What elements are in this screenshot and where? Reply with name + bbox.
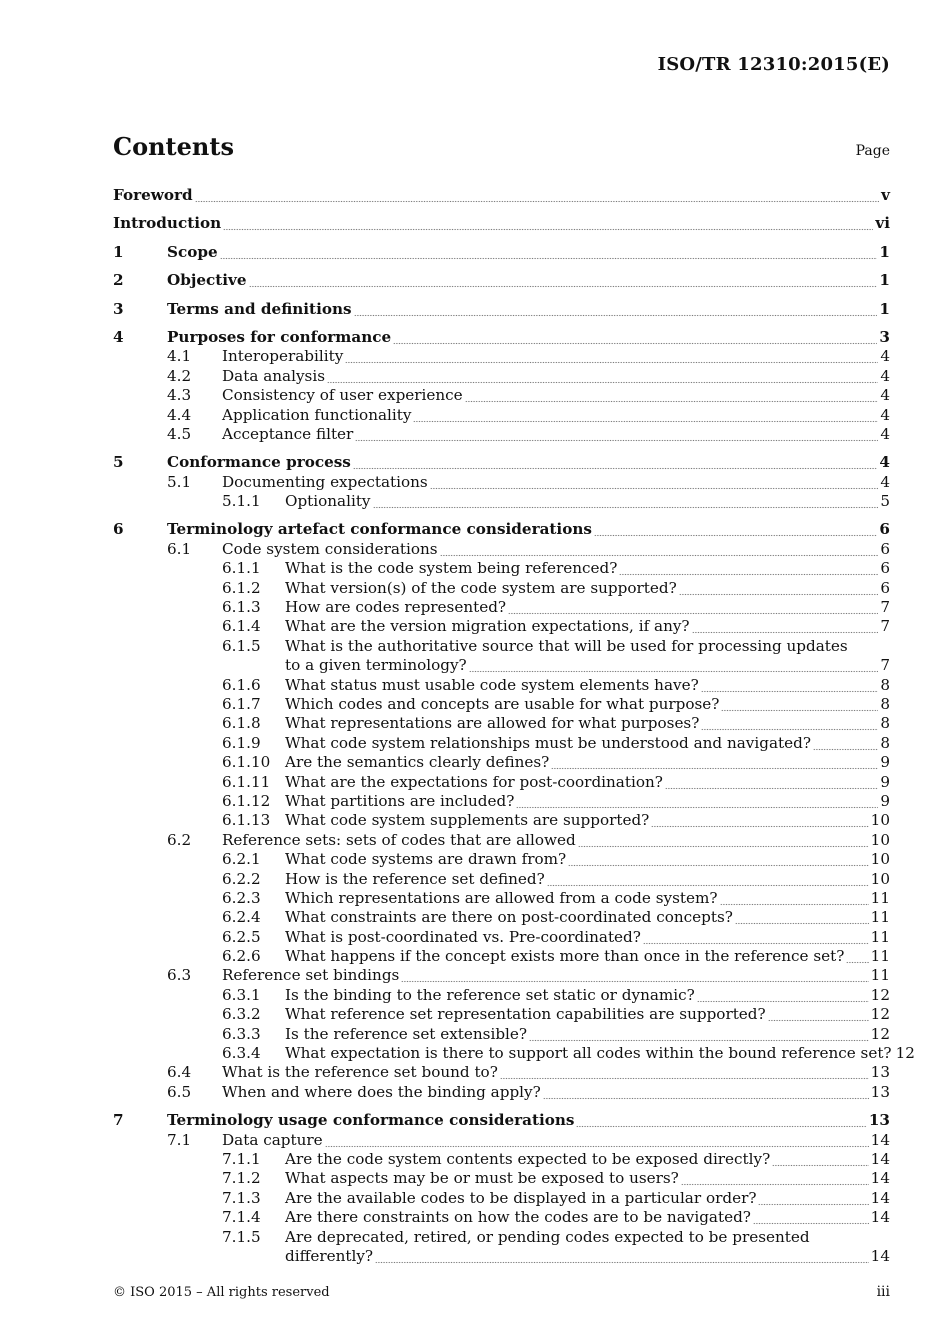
toc-entry-page: 12 — [870, 1024, 890, 1043]
toc-entry-continuation[interactable] — [113, 1247, 890, 1266]
dot-leader — [353, 453, 878, 472]
toc-entry-page: 9 — [880, 791, 890, 810]
dot-leader — [758, 1189, 868, 1208]
toc-entry-page: 10 — [870, 830, 890, 849]
toc-entry[interactable] — [113, 328, 890, 347]
toc-entry-title: Interoperability — [222, 347, 344, 366]
toc-entry[interactable] — [113, 559, 890, 578]
toc-entry-page: 6 — [880, 539, 890, 558]
toc-entry-number: 4.5 — [167, 424, 192, 443]
toc-entry[interactable] — [113, 520, 890, 539]
dot-leader — [325, 1131, 869, 1150]
dot-leader — [768, 1005, 869, 1024]
toc-entry-title: What constraints are there on post-coordinated concepts? — [285, 908, 733, 927]
toc-entry-number: 6.1.2 — [222, 578, 261, 597]
toc-entry[interactable] — [113, 243, 890, 262]
toc-entry-title: Are the code system contents expected to be exposed directly? — [285, 1149, 771, 1168]
dot-leader — [220, 243, 878, 262]
toc-entry-page: 1 — [879, 271, 890, 290]
dot-leader — [547, 870, 869, 889]
dot-leader — [679, 579, 879, 598]
toc-entry-page: vi — [875, 214, 890, 233]
toc-entry[interactable] — [113, 831, 890, 850]
toc-entry[interactable] — [113, 714, 890, 733]
toc-entry[interactable] — [113, 1131, 890, 1150]
toc-entry-number: 2 — [113, 271, 124, 290]
toc-entry-page: 7 — [880, 656, 890, 675]
toc-entry-title: differently? — [285, 1246, 374, 1265]
toc-entry-number: 6.3.2 — [222, 1005, 261, 1024]
toc-entry-title: What status must usable code system elements have? — [285, 675, 699, 694]
toc-entry[interactable] — [113, 617, 890, 636]
toc-entry[interactable] — [113, 1005, 890, 1024]
toc-entry-page: 13 — [870, 1063, 890, 1082]
toc-entry-title: Which codes and concepts are usable for what purpose? — [285, 694, 720, 713]
toc-entry-number: 6.5 — [167, 1082, 192, 1101]
toc-entry-page: 11 — [870, 966, 890, 985]
toc-entry-number: 6.2.5 — [222, 927, 261, 946]
copyright-notice: © ISO 2015 – All rights reserved — [113, 1285, 330, 1300]
toc-entry-number: 6.3.1 — [222, 985, 261, 1004]
toc-entry-number: 6.1.10 — [222, 753, 271, 772]
toc-entry[interactable] — [113, 386, 890, 405]
toc-entry-number: 6.1.12 — [222, 791, 271, 810]
toc-entry[interactable] — [113, 773, 890, 792]
toc-entry[interactable] — [113, 753, 890, 772]
toc-entry-page: 9 — [880, 753, 890, 772]
toc-entry-page: 8 — [880, 714, 890, 733]
dot-leader — [354, 300, 878, 319]
toc-entry-title: What is post-coordinated vs. Pre-coordinated? — [285, 927, 641, 946]
dot-leader — [721, 695, 878, 714]
dot-leader — [413, 406, 878, 425]
toc-entry-page: 12 — [870, 1005, 890, 1024]
dot-leader — [465, 386, 879, 405]
dot-leader — [651, 811, 868, 830]
dot-leader — [576, 1111, 866, 1130]
toc-entry-title: Data analysis — [222, 366, 325, 385]
toc-entry-title: Reference sets: sets of codes that are allowed — [222, 830, 576, 849]
toc-entry-page: 10 — [870, 811, 890, 830]
dot-leader — [846, 947, 868, 966]
dot-leader — [469, 656, 879, 675]
dot-leader — [508, 598, 878, 617]
toc-entry-number: 7.1.5 — [222, 1227, 261, 1246]
dot-leader — [772, 1150, 868, 1169]
toc-entry-page: 8 — [880, 675, 890, 694]
toc-entry[interactable] — [113, 986, 890, 1005]
toc-entry[interactable] — [113, 214, 890, 233]
toc-entry-title: What are the expectations for post-coordination? — [285, 772, 663, 791]
toc-entry-number: 6.1.13 — [222, 811, 271, 830]
toc-entry-title: Are there constraints on how the codes are to be navigated? — [285, 1208, 751, 1227]
toc-entry-title: When and where does the binding apply? — [222, 1082, 541, 1101]
dot-leader — [440, 540, 879, 559]
toc-entry-page: 8 — [880, 733, 890, 752]
toc-entry-title: Code system considerations — [222, 539, 438, 558]
toc-entry-page: 4 — [880, 472, 890, 491]
dot-leader — [753, 1208, 869, 1227]
document-code: ISO/TR 12310:2015(E) — [657, 54, 890, 75]
toc-entry-title: Purposes for conformance — [167, 327, 392, 346]
dot-leader — [568, 850, 868, 869]
toc-entry-number: 6.1.1 — [222, 559, 261, 578]
toc-entry-page: 6 — [879, 520, 890, 539]
toc-entry-title: Introduction — [113, 214, 222, 233]
toc-entry-page: 11 — [870, 927, 890, 946]
dot-leader — [345, 347, 878, 366]
toc-entry[interactable] — [113, 186, 890, 205]
toc-entry-title: Acceptance filter — [222, 424, 354, 443]
toc-entry-number: 6.1.5 — [222, 636, 261, 655]
toc-entry-title: What happens if the concept exists more than once in the reference set? — [285, 947, 845, 966]
dot-leader — [327, 367, 878, 386]
toc-entry[interactable] — [113, 347, 890, 366]
toc-entry-page: 14 — [870, 1208, 890, 1227]
dot-leader — [665, 773, 878, 792]
page-title: Contents — [113, 132, 234, 161]
toc-entry[interactable] — [113, 367, 890, 386]
toc-entry-title: What code systems are drawn from? — [285, 850, 567, 869]
toc-entry-number: 5.1.1 — [222, 492, 261, 511]
toc-entry[interactable] — [113, 928, 890, 947]
dot-leader — [697, 986, 869, 1005]
toc-entry-number: 6.1 — [167, 539, 192, 558]
toc-entry-page: 4 — [880, 386, 890, 405]
toc-entry-title: What code system relationships must be understood and navigated? — [285, 733, 811, 752]
toc-entry-page: 11 — [870, 908, 890, 927]
dot-leader — [692, 617, 879, 636]
toc-entry-page: 4 — [880, 366, 890, 385]
dot-leader — [373, 492, 879, 511]
toc-entry-number: 6.3 — [167, 966, 192, 985]
toc-entry-page: 4 — [879, 453, 890, 472]
toc-entry-title: Data capture — [222, 1130, 323, 1149]
toc-entry[interactable] — [113, 540, 890, 559]
page-number: iii — [876, 1284, 890, 1300]
toc-entry[interactable] — [113, 1169, 890, 1188]
toc-entry-title: Are the semantics clearly defines? — [285, 753, 550, 772]
toc-entry-page: 12 — [895, 1044, 915, 1063]
toc-entry-title: Objective — [167, 271, 247, 290]
toc-entry[interactable] — [113, 425, 890, 444]
dot-leader — [401, 966, 868, 985]
dot-leader — [249, 271, 878, 290]
dot-leader — [619, 559, 878, 578]
toc-entry-number: 5 — [113, 453, 124, 472]
dot-leader — [393, 328, 877, 347]
toc-entry-number: 6 — [113, 520, 124, 539]
toc-entry[interactable] — [113, 889, 890, 908]
toc-entry[interactable] — [113, 1025, 890, 1044]
dot-leader — [223, 214, 873, 233]
toc-entry-title: Are the available codes to be displayed in a particular order? — [285, 1188, 757, 1207]
toc-entry-number: 6.2.3 — [222, 888, 261, 907]
toc-entry[interactable] — [113, 453, 890, 472]
dot-leader — [681, 1169, 869, 1188]
toc-entry-number: 6.1.9 — [222, 733, 261, 752]
toc-entry[interactable] — [113, 473, 890, 492]
toc-entry-page: 1 — [879, 242, 890, 261]
dot-leader — [701, 714, 878, 733]
toc-entry-page: 14 — [870, 1246, 890, 1265]
toc-entry-page: 14 — [870, 1169, 890, 1188]
toc-entry-page: v — [881, 186, 890, 204]
toc-entry-title: What is the code system being referenced? — [285, 559, 618, 578]
toc-entry-number: 7.1.4 — [222, 1208, 261, 1227]
toc-entry[interactable] — [113, 908, 890, 927]
dot-leader — [594, 520, 878, 539]
toc-entry-number: 6.3.3 — [222, 1024, 261, 1043]
toc-entry-page: 13 — [868, 1111, 890, 1130]
toc-entry[interactable] — [113, 966, 890, 985]
toc-entry-title: Is the binding to the reference set static or dynamic? — [285, 985, 695, 1004]
toc-entry-title: Is the reference set extensible? — [285, 1024, 528, 1043]
toc-entry-title: Terms and definitions — [167, 299, 352, 318]
toc-entry-number: 6.1.3 — [222, 598, 261, 617]
toc-entry-page: 1 — [879, 299, 890, 318]
toc-entry-page: 14 — [870, 1130, 890, 1149]
toc-entry-page: 7 — [880, 617, 890, 636]
toc-entry-number: 4.1 — [167, 347, 192, 366]
toc-entry-title: Optionality — [285, 492, 371, 511]
toc-entry-number: 6.1.11 — [222, 772, 271, 791]
toc-entry[interactable] — [113, 271, 890, 290]
toc-entry-title: What expectation is there to support all codes within the bound reference set? — [285, 1044, 892, 1063]
toc-entry-page: 14 — [870, 1188, 890, 1207]
toc-entry-page: 14 — [870, 1149, 890, 1168]
toc-entry-number: 6.1.6 — [222, 675, 261, 694]
toc-entry-title: What is the authoritative source that will be used for processing updates — [285, 636, 848, 655]
toc-entry[interactable] — [113, 579, 890, 598]
toc-entry-page: 4 — [880, 424, 890, 443]
toc-entry-number: 3 — [113, 299, 124, 318]
toc-entry-title: What reference set representation capabilities are supported? — [285, 1005, 766, 1024]
toc-entry-number: 6.1.7 — [222, 694, 261, 713]
toc-entry[interactable] — [113, 1189, 890, 1208]
toc-entry-title: Documenting expectations — [222, 472, 428, 491]
toc-entry-number: 4.4 — [167, 405, 192, 424]
dot-leader — [735, 908, 869, 927]
toc-entry-continuation[interactable] — [113, 656, 890, 675]
toc-entry-title: What partitions are included? — [285, 791, 515, 810]
toc-entry-page: 4 — [880, 405, 890, 424]
toc-entry-number: 6.2.4 — [222, 908, 261, 927]
dot-leader — [551, 753, 878, 772]
toc-entry-title: Reference set bindings — [222, 966, 400, 985]
toc-entry-title: Terminology usage conformance considerations — [167, 1111, 575, 1130]
toc-entry-number: 6.2.2 — [222, 869, 261, 888]
toc-entry[interactable] — [113, 1063, 890, 1082]
dot-leader — [529, 1025, 869, 1044]
dot-leader — [375, 1247, 869, 1266]
toc-entry-page: 12 — [870, 985, 890, 1004]
toc-entry[interactable] — [113, 492, 890, 511]
dot-leader — [720, 889, 869, 908]
toc-entry-number: 4 — [113, 327, 124, 346]
toc-entry-page: 3 — [879, 327, 890, 346]
toc-entry-title: Scope — [167, 242, 218, 261]
toc-entry-page: 11 — [870, 888, 890, 907]
dot-leader — [543, 1083, 869, 1102]
toc-entry-title: Application functionality — [222, 405, 412, 424]
toc-entry-number: 6.2 — [167, 830, 192, 849]
toc-entry[interactable] — [113, 811, 890, 830]
toc-entry-page: 10 — [870, 850, 890, 869]
toc-entry-title: What aspects may be or must be exposed to users? — [285, 1169, 679, 1188]
toc-entry-number: 4.2 — [167, 366, 192, 385]
toc-entry[interactable] — [113, 947, 890, 966]
toc-entry[interactable] — [113, 598, 890, 617]
toc-entry[interactable] — [113, 300, 890, 319]
toc-entry-title: to a given terminology? — [285, 656, 467, 675]
toc-entry[interactable] — [113, 1083, 890, 1102]
dot-leader — [643, 928, 869, 947]
toc-entry-title: Which representations are allowed from a code system? — [285, 888, 718, 907]
toc-entry-number: 7 — [113, 1111, 124, 1130]
dot-leader — [516, 792, 878, 811]
toc-entry[interactable] — [113, 1044, 915, 1063]
toc-entry-number: 5.1 — [167, 472, 192, 491]
dot-leader — [701, 676, 879, 695]
toc-entry-number: 6.2.6 — [222, 947, 261, 966]
toc-entry-title: What is the reference set bound to? — [222, 1063, 498, 1082]
toc-entry-page: 8 — [880, 694, 890, 713]
toc-entry-title: What version(s) of the code system are supported? — [285, 578, 677, 597]
toc-entry-title: Are deprecated, retired, or pending codes expected to be presented — [285, 1227, 810, 1246]
dot-leader — [355, 425, 878, 444]
dot-leader — [578, 831, 869, 850]
toc-entry-number: 6.1.8 — [222, 714, 261, 733]
toc-entry-page: 5 — [880, 492, 890, 511]
toc-entry-number: 4.3 — [167, 386, 192, 405]
toc-entry-page: 11 — [870, 947, 890, 966]
toc-entry-title: Conformance process — [167, 453, 351, 472]
toc-entry-page: 13 — [870, 1082, 890, 1101]
toc-entry[interactable] — [113, 1208, 890, 1227]
toc-entry-page: 6 — [880, 559, 890, 578]
toc-entry[interactable] — [113, 734, 890, 753]
toc-entry-title: What code system supplements are supported? — [285, 811, 650, 830]
toc-entry-title: Terminology artefact conformance considerations — [167, 520, 592, 539]
toc-entry[interactable] — [113, 1228, 890, 1247]
toc-entry-title: Consistency of user experience — [222, 386, 463, 405]
toc-entry-title: How are codes represented? — [285, 598, 507, 617]
toc-entry[interactable] — [113, 850, 890, 869]
toc-entry-title: Foreword — [113, 186, 193, 204]
toc-entry[interactable] — [113, 637, 890, 656]
toc-entry[interactable] — [113, 792, 890, 811]
toc-entry-page: 4 — [880, 347, 890, 366]
toc-entry-number: 7.1.2 — [222, 1169, 261, 1188]
toc-entry-number: 6.4 — [167, 1063, 192, 1082]
toc-entry-title: What representations are allowed for what purposes? — [285, 714, 700, 733]
dot-leader — [813, 734, 878, 753]
toc-entry-number: 7.1.1 — [222, 1149, 261, 1168]
toc-entry-page: 7 — [880, 598, 890, 617]
toc-entry[interactable] — [113, 676, 890, 695]
toc-entry-number: 7.1 — [167, 1130, 192, 1149]
toc-entry[interactable] — [113, 406, 890, 425]
toc-entry-number: 1 — [113, 242, 124, 261]
dot-leader — [500, 1063, 869, 1082]
toc-entry-number: 6.1.4 — [222, 617, 261, 636]
toc-entry-title: What are the version migration expectations, if any? — [285, 617, 690, 636]
page-column-label: Page — [855, 143, 890, 159]
toc-entry-number: 7.1.3 — [222, 1188, 261, 1207]
toc-entry-page: 10 — [870, 869, 890, 888]
dot-leader — [430, 473, 879, 492]
dot-leader — [195, 186, 880, 205]
toc-entry-number: 6.3.4 — [222, 1044, 261, 1063]
toc-entry-page: 9 — [880, 772, 890, 791]
toc-entry-title: How is the reference set defined? — [285, 869, 545, 888]
table-of-contents — [113, 186, 915, 1266]
toc-entry-number: 6.2.1 — [222, 850, 261, 869]
toc-entry-page: 6 — [880, 578, 890, 597]
toc-entry[interactable] — [113, 1111, 890, 1130]
toc-entry[interactable] — [113, 1150, 890, 1169]
toc-entry[interactable] — [113, 695, 890, 714]
toc-entry[interactable] — [113, 870, 890, 889]
